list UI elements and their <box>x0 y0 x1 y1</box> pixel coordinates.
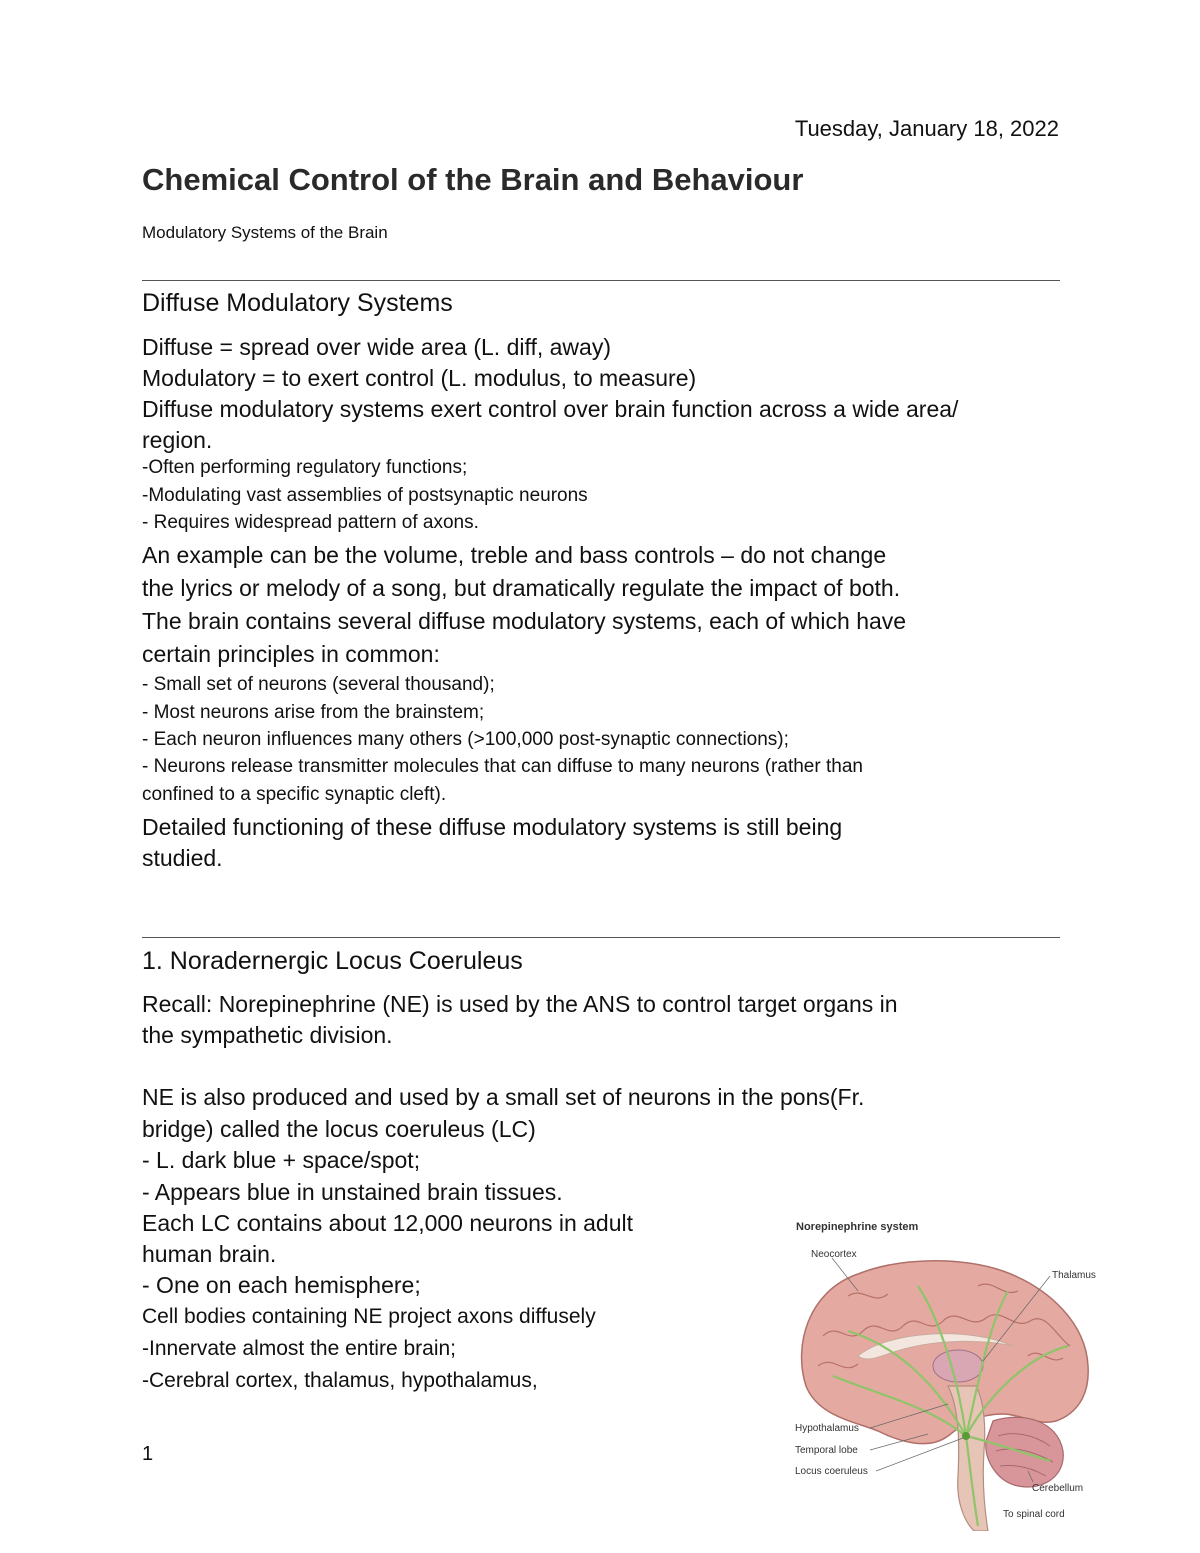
document-subtitle: Modulatory Systems of the Brain <box>142 223 388 242</box>
body-line: confined to a specific synaptic cleft). <box>142 784 447 805</box>
body-line: certain principles in common: <box>142 641 440 667</box>
body-line: Modulatory = to exert control (L. modulus, to measure) <box>142 365 697 391</box>
figure-title: Norepinephrine system <box>796 1221 919 1233</box>
body-line: The brain contains several diffuse modulatory systems, each of which have <box>142 608 907 634</box>
body-line: the lyrics or melody of a song, but dramatically regulate the impact of both. <box>142 575 901 601</box>
body-line: - Appears blue in unstained brain tissues. <box>142 1179 563 1205</box>
body-line: -Often performing regulatory functions; <box>142 457 468 478</box>
body-line: - Neurons release transmitter molecules that can diffuse to many neurons (rather than <box>142 756 863 777</box>
body-line: -Modulating vast assemblies of postsynaptic neurons <box>142 485 588 506</box>
document-date: Tuesday, January 18, 2022 <box>794 116 1059 141</box>
body-line: bridge) called the locus coeruleus (LC) <box>142 1116 536 1142</box>
body-line: Each LC contains about 12,000 neurons in adult <box>142 1210 634 1236</box>
label-hypothalamus: Hypothalamus <box>795 1423 859 1434</box>
body-line: Diffuse modulatory systems exert control over brain function across a wide area/ <box>142 396 959 422</box>
body-line: -Innervate almost the entire brain; <box>142 1337 456 1360</box>
body-line: Diffuse = spread over wide area (L. diff, away) <box>142 334 611 360</box>
label-spinal-cord: To spinal cord <box>1003 1509 1065 1520</box>
body-line: - One on each hemisphere; <box>142 1272 421 1298</box>
body-line: human brain. <box>142 1241 277 1267</box>
section-heading-locus-coeruleus: 1. Noradernergic Locus Coeruleus <box>142 947 523 975</box>
label-cerebellum: Cerebellum <box>1032 1483 1084 1494</box>
document-title: Chemical Control of the Brain and Behaviour <box>142 162 804 197</box>
body-line: - Most neurons arise from the brainstem; <box>142 702 485 723</box>
body-line: region. <box>142 427 213 453</box>
label-temporal-lobe: Temporal lobe <box>795 1445 858 1456</box>
body-line: the sympathetic division. <box>142 1022 393 1048</box>
body-line: - Small set of neurons (several thousand); <box>142 674 495 695</box>
body-line: Recall: Norepinephrine (NE) is used by the ANS to control target organs in <box>142 991 898 1017</box>
body-line: Cell bodies containing NE project axons diffusely <box>142 1305 596 1328</box>
body-line: Detailed functioning of these diffuse modulatory systems is still being <box>142 814 843 840</box>
label-thalamus: Thalamus <box>1052 1270 1096 1281</box>
label-locus-coeruleus: Locus coeruleus <box>795 1466 868 1477</box>
section-heading-diffuse: Diffuse Modulatory Systems <box>142 289 453 317</box>
body-line: An example can be the volume, treble and bass controls – do not change <box>142 542 887 568</box>
body-line: NE is also produced and used by a small set of neurons in the pons(Fr. <box>142 1084 865 1110</box>
section-divider <box>142 280 1060 281</box>
body-line: - Requires widespread pattern of axons. <box>142 512 479 533</box>
body-line: - L. dark blue + space/spot; <box>142 1147 421 1173</box>
page-number: 1 <box>142 1443 154 1465</box>
body-line: -Cerebral cortex, thalamus, hypothalamus, <box>142 1369 538 1392</box>
label-neocortex: Neocortex <box>811 1249 857 1260</box>
body-line: studied. <box>142 845 223 871</box>
body-line: - Each neuron influences many others (>100,000 post-synaptic connections); <box>142 729 789 750</box>
section-divider <box>142 937 1060 938</box>
